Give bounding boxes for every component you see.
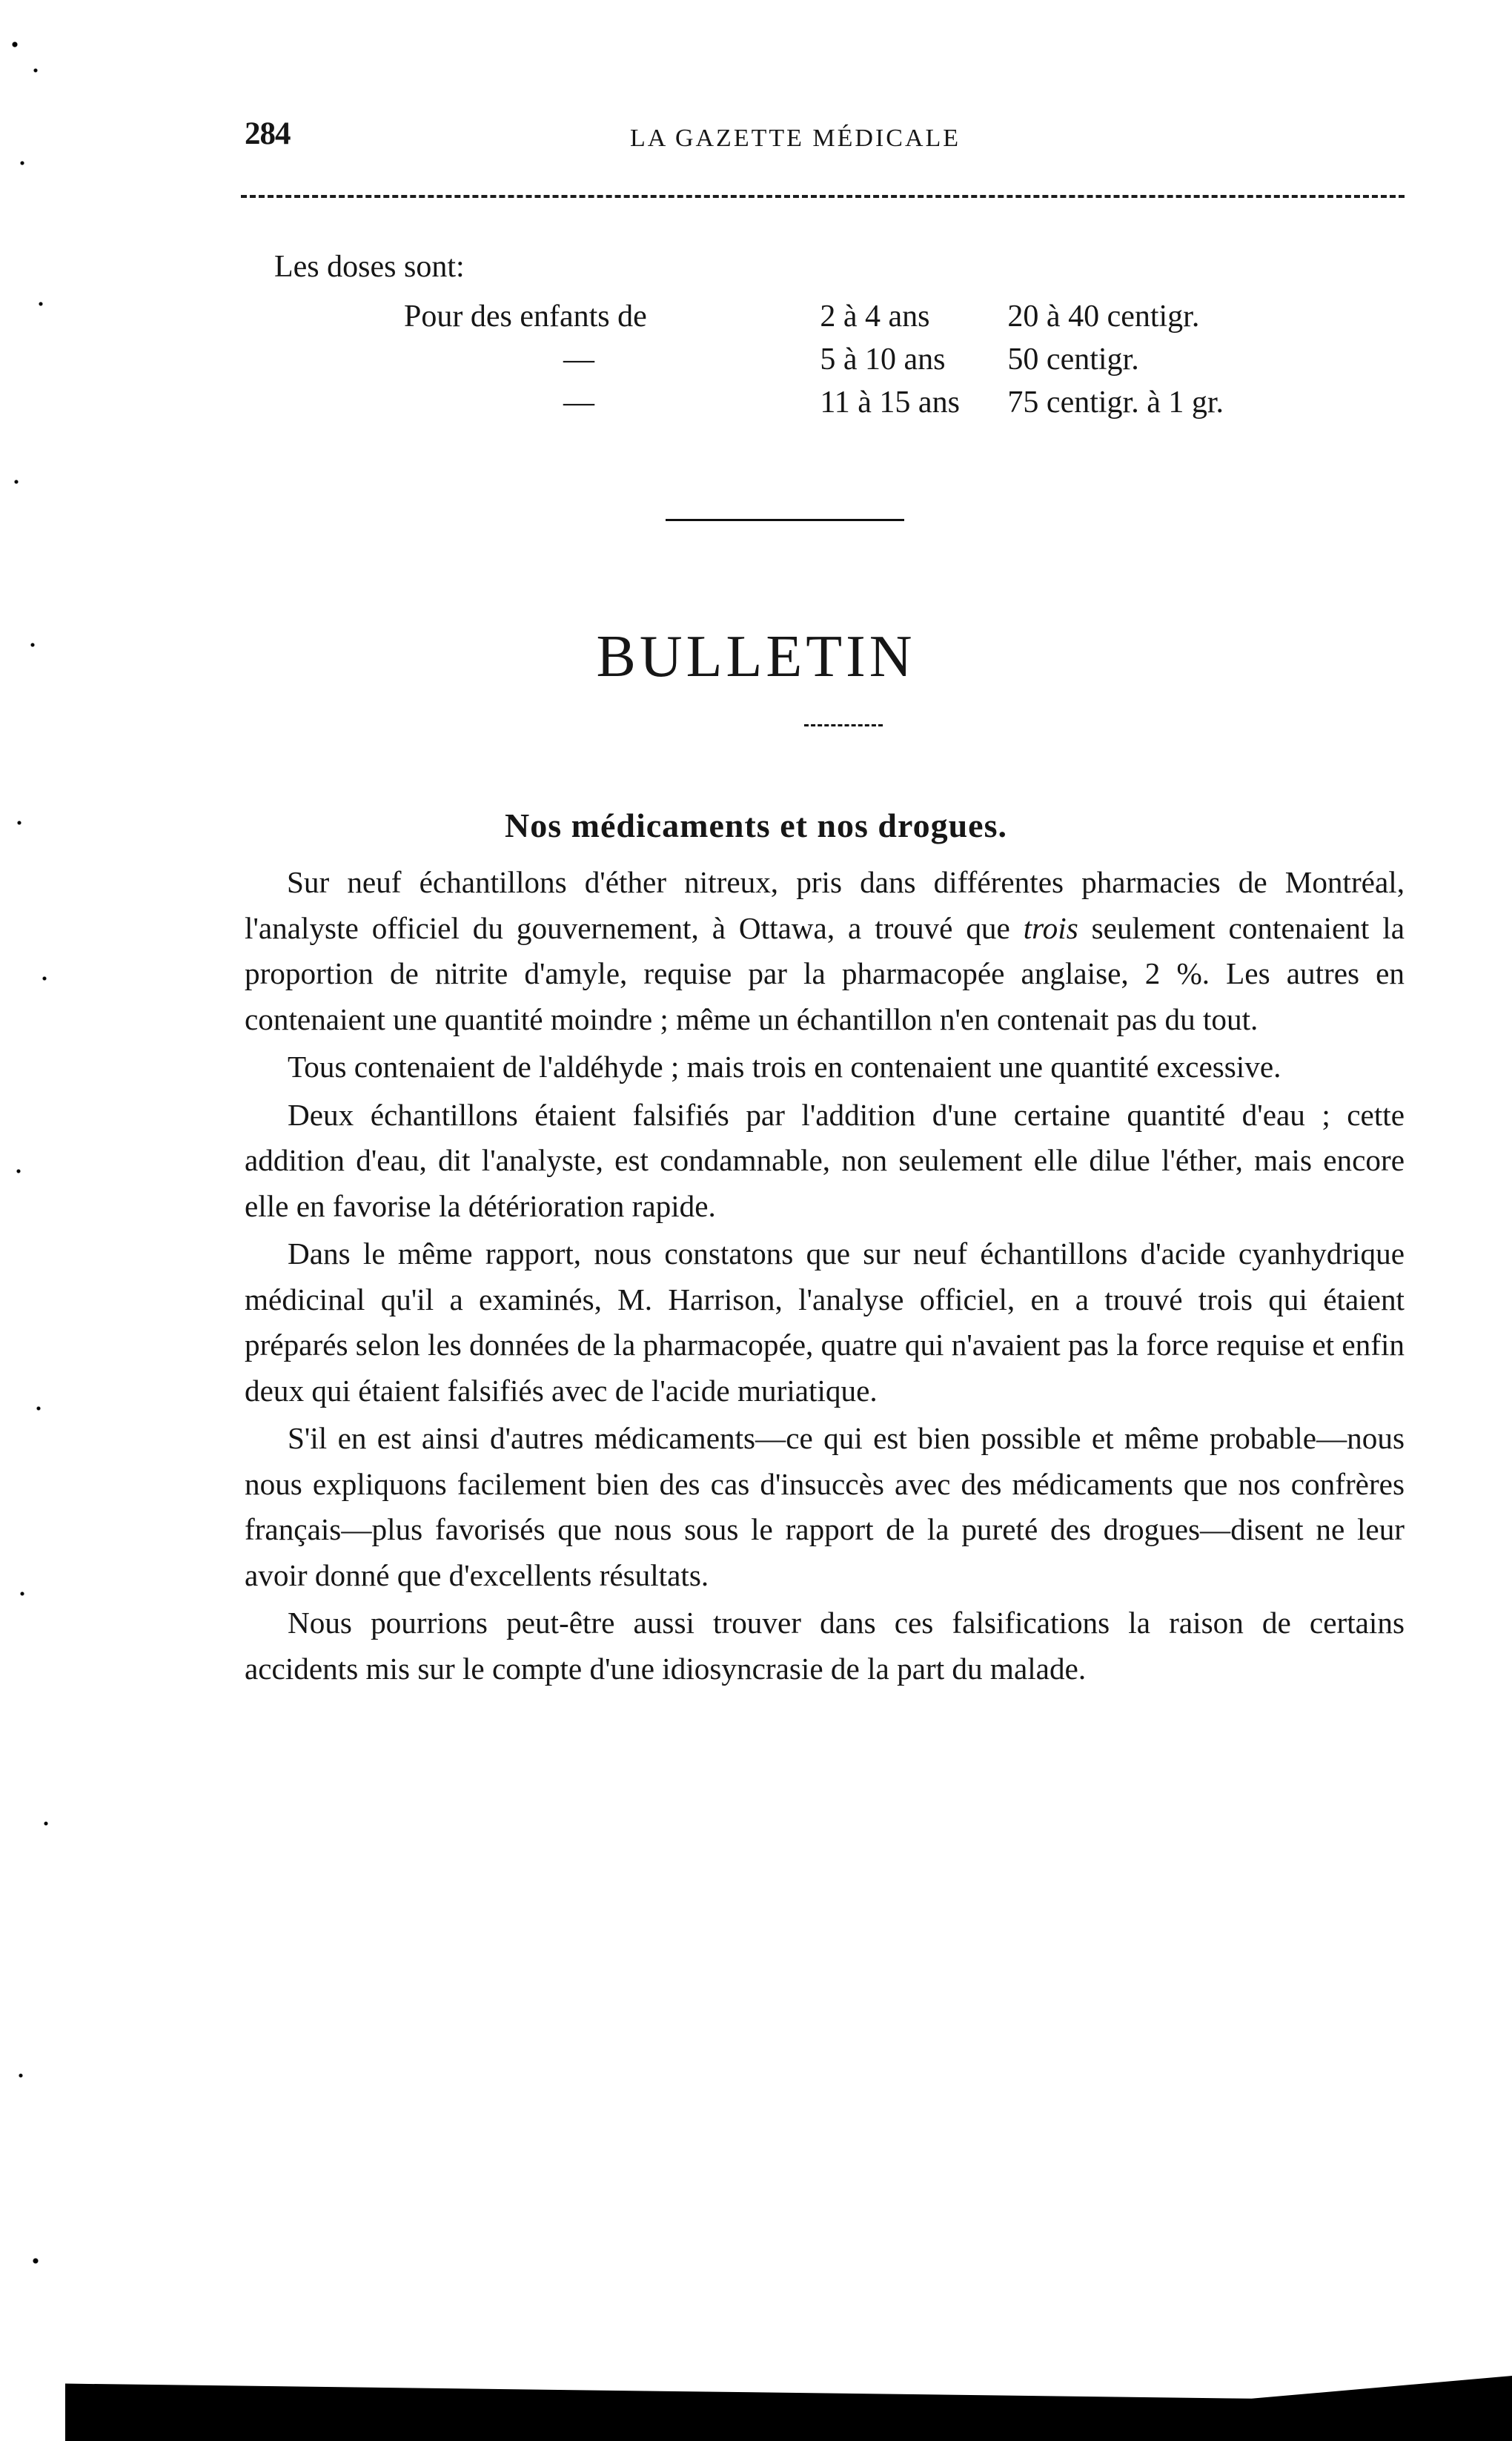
article-paragraph: S'il en est ainsi d'autres médicaments—ce qui est bien possible et même probable—nous nous expliquons facilement bien des cas d'insuccès avec des médicaments que nos confrères français—plus favorisés que nous sous le rapport de la pureté des drogues—disent ne leur avoir donné que d'excellents résultats. — [245, 1421, 1405, 1592]
dose-who: Pour des enfants de — [404, 299, 647, 334]
section-title: Nos médicaments et nos drogues. — [505, 807, 1007, 845]
article-paragraph: Deux échantillons étaient falsifiés par l'addition d'une certaine quantité d'eau ; cette addition d'eau, dit l'analyste, est condamnable, non seulement elle dilue l'éther, mais encore elle en favorise la détérioration rapide. — [245, 1097, 1405, 1223]
paragraph-text-after-italic: seulement contenaient la proportion de nitrite d'amyle, requise par la pharmacopée anglaise, 2 %. Les autres en contenaient une quantité moindre ; même un échantillon n'en contenait pas du tout. — [245, 910, 1405, 1036]
doses-intro: Les doses sont: — [274, 250, 465, 284]
dose-age: 2 à 4 ans — [820, 299, 930, 334]
dose-who: — — [563, 385, 594, 420]
dose-row — [404, 295, 1275, 338]
dose-who: — — [563, 342, 594, 377]
article-paragraph: Dans le même rapport, nous constatons que sur neuf échantillons d'acide cyanhydrique médicinal qu'il a examinés, M. Harrison, l'analyse officiel, en a trouvé trois qui étaient préparés selon les données de la pharmacopée, quatre qui n'avaient pas la force requise et enfin deux qui étaient falsifiés avec de l'acide muriatique. — [245, 1236, 1405, 1408]
page-header — [245, 110, 1405, 162]
article-paragraph: Nous pourrions peut-être aussi trouver dans ces falsifications la raison de certains accidents mis sur le compte d'une idiosyncrasie de la part du malade. — [245, 1606, 1405, 1686]
section-divider — [666, 519, 904, 521]
dose-age: 5 à 10 ans — [820, 342, 946, 377]
bulletin-article — [245, 860, 1405, 1694]
paragraph-text-before-italic: Sur neuf échantillons d'éther nitreux, pris dans différentes pharmacies de Montréal, l'analyste officiel du gouvernement, à Ottawa, a trouvé que — [245, 865, 1405, 945]
dose-row — [404, 381, 1275, 424]
dose-amount: 50 centigr. — [1007, 342, 1139, 377]
dose-row — [404, 338, 1275, 381]
article-paragraph — [245, 860, 1405, 1042]
small-divider — [804, 724, 883, 726]
dose-table — [404, 295, 1275, 424]
page-number: 284 — [245, 116, 291, 151]
dose-section — [274, 243, 1275, 424]
italic-emphasis: trois — [1023, 910, 1078, 945]
dose-age: 11 à 15 ans — [820, 385, 960, 420]
dose-amount: 20 à 40 centigr. — [1007, 299, 1200, 334]
dose-amount: 75 centigr. à 1 gr. — [1007, 385, 1224, 420]
article-paragraph: Tous contenaient de l'aldéhyde ; mais trois en contenaient une quantité excessive. — [288, 1050, 1281, 1084]
bulletin-title: BULLETIN — [596, 623, 916, 689]
running-head: LA GAZETTE MÉDICALE — [630, 125, 961, 152]
scan-edge-noise — [0, 0, 67, 2441]
header-divider — [241, 195, 1405, 198]
scan-bottom-shadow — [65, 2376, 1512, 2441]
